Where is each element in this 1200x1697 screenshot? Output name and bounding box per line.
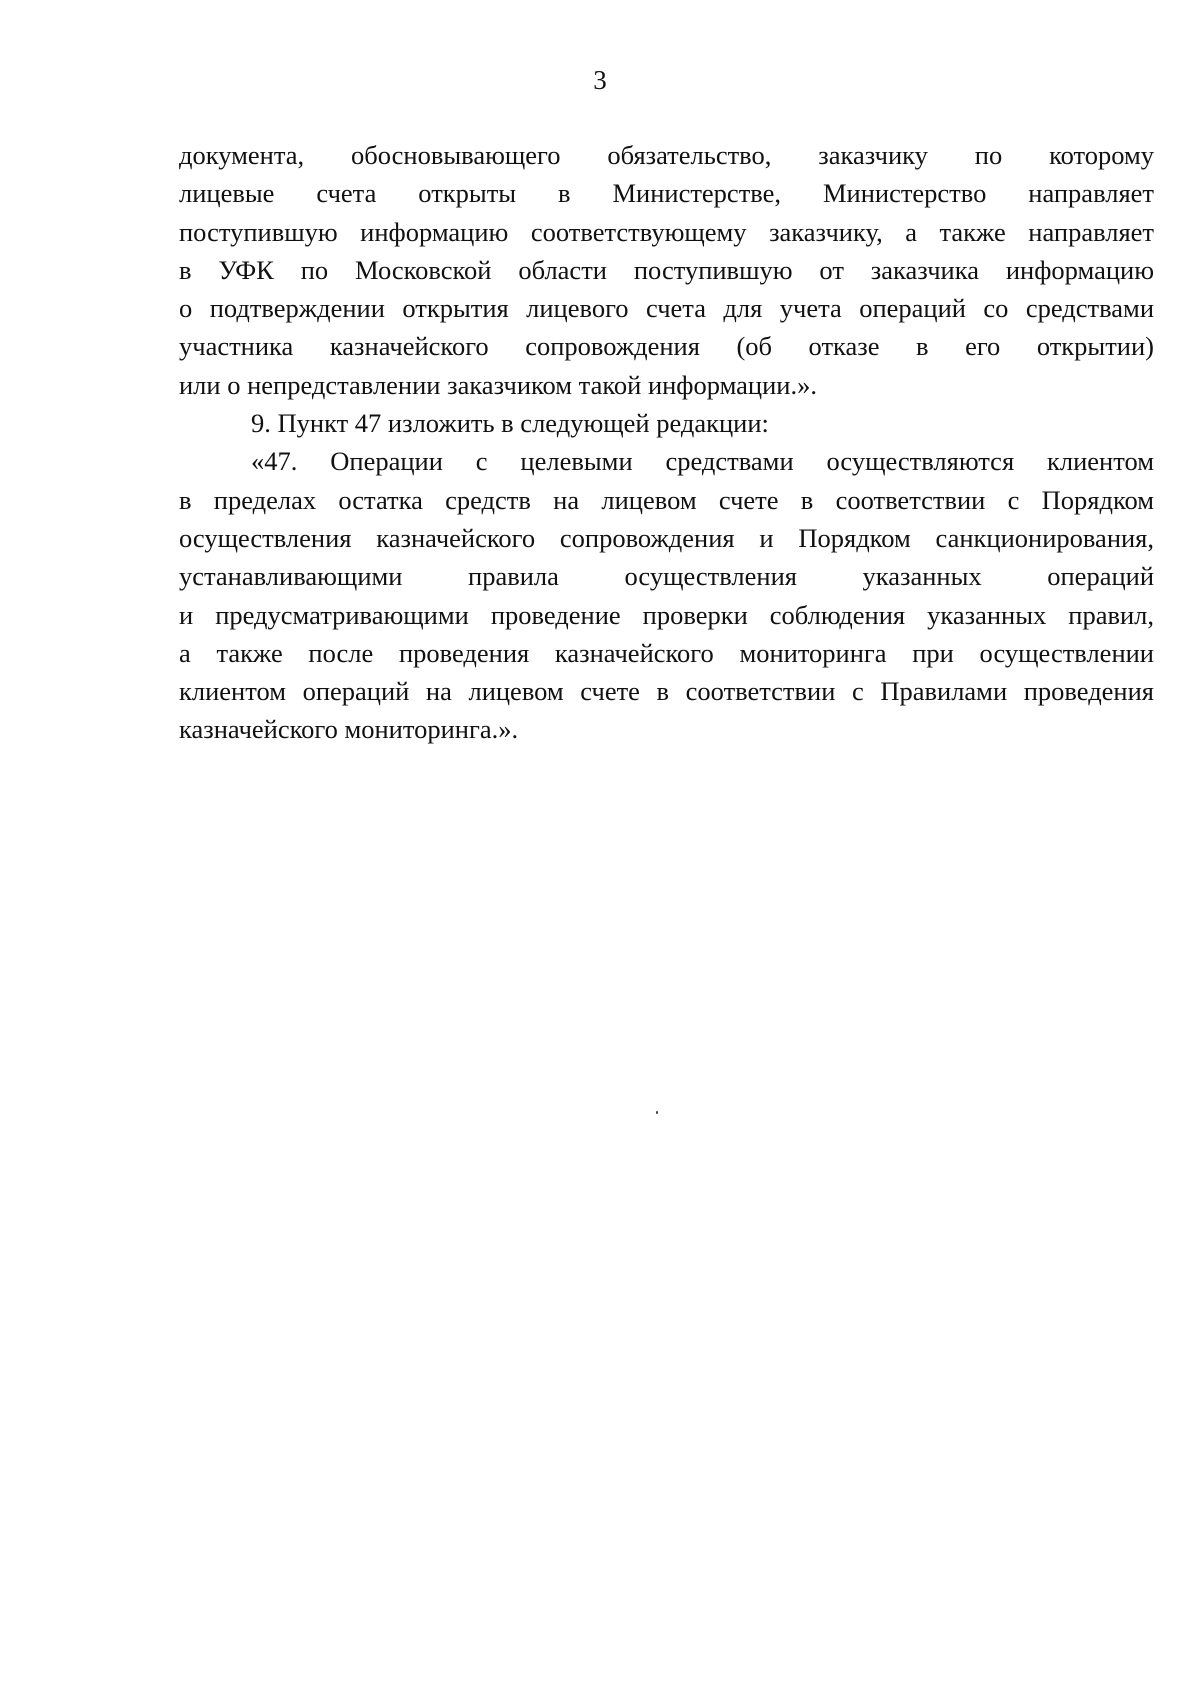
text-line: осуществления казначейского сопровождения и Порядком санкционирования, [179,522,1154,553]
text-line: о подтверждении открытия лицевого счета для учета операций со средствами [179,293,1154,324]
text-line: документа, обосновывающего обязательство, заказчику по которому [179,140,1154,170]
text-line: казначейского мониторинга.». [179,714,519,745]
text-line: и предусматривающими проведение проверки соблюдения указанных правил, [179,599,1154,630]
text-line: поступившую информацию соответствующему заказчику, а также направляет [179,216,1154,247]
text-line: а также после проведения казначейского мониторинга при осуществлении [179,637,1154,668]
text-line: клиентом операций на лицевом счете в соответствии с Правилами проведения [179,676,1154,707]
text-line: участника казначейского сопровождения (об отказе в его открытии) [179,331,1154,362]
text-line: устанавливающими правила осуществления указанных операций [179,561,1154,592]
text-line: лицевые счета открыты в Министерстве, Министерство направляет [179,178,1154,209]
text-line: в УФК по Московской области поступившую от заказчика информацию [179,254,1154,285]
page-number: 3 [593,65,607,95]
amendment-heading: 9. Пункт 47 изложить в следующей редакции: [251,408,769,439]
text-line: или о непредставлении заказчиком такой информации.». [179,369,817,400]
document-body [179,136,1154,749]
scan-speck [656,1111,658,1114]
text-line: «47. Операции с целевыми средствами осуществляются клиентом [251,446,1154,477]
text-line: в пределах остатка средств на лицевом счете в соответствии с Порядком [179,484,1154,515]
